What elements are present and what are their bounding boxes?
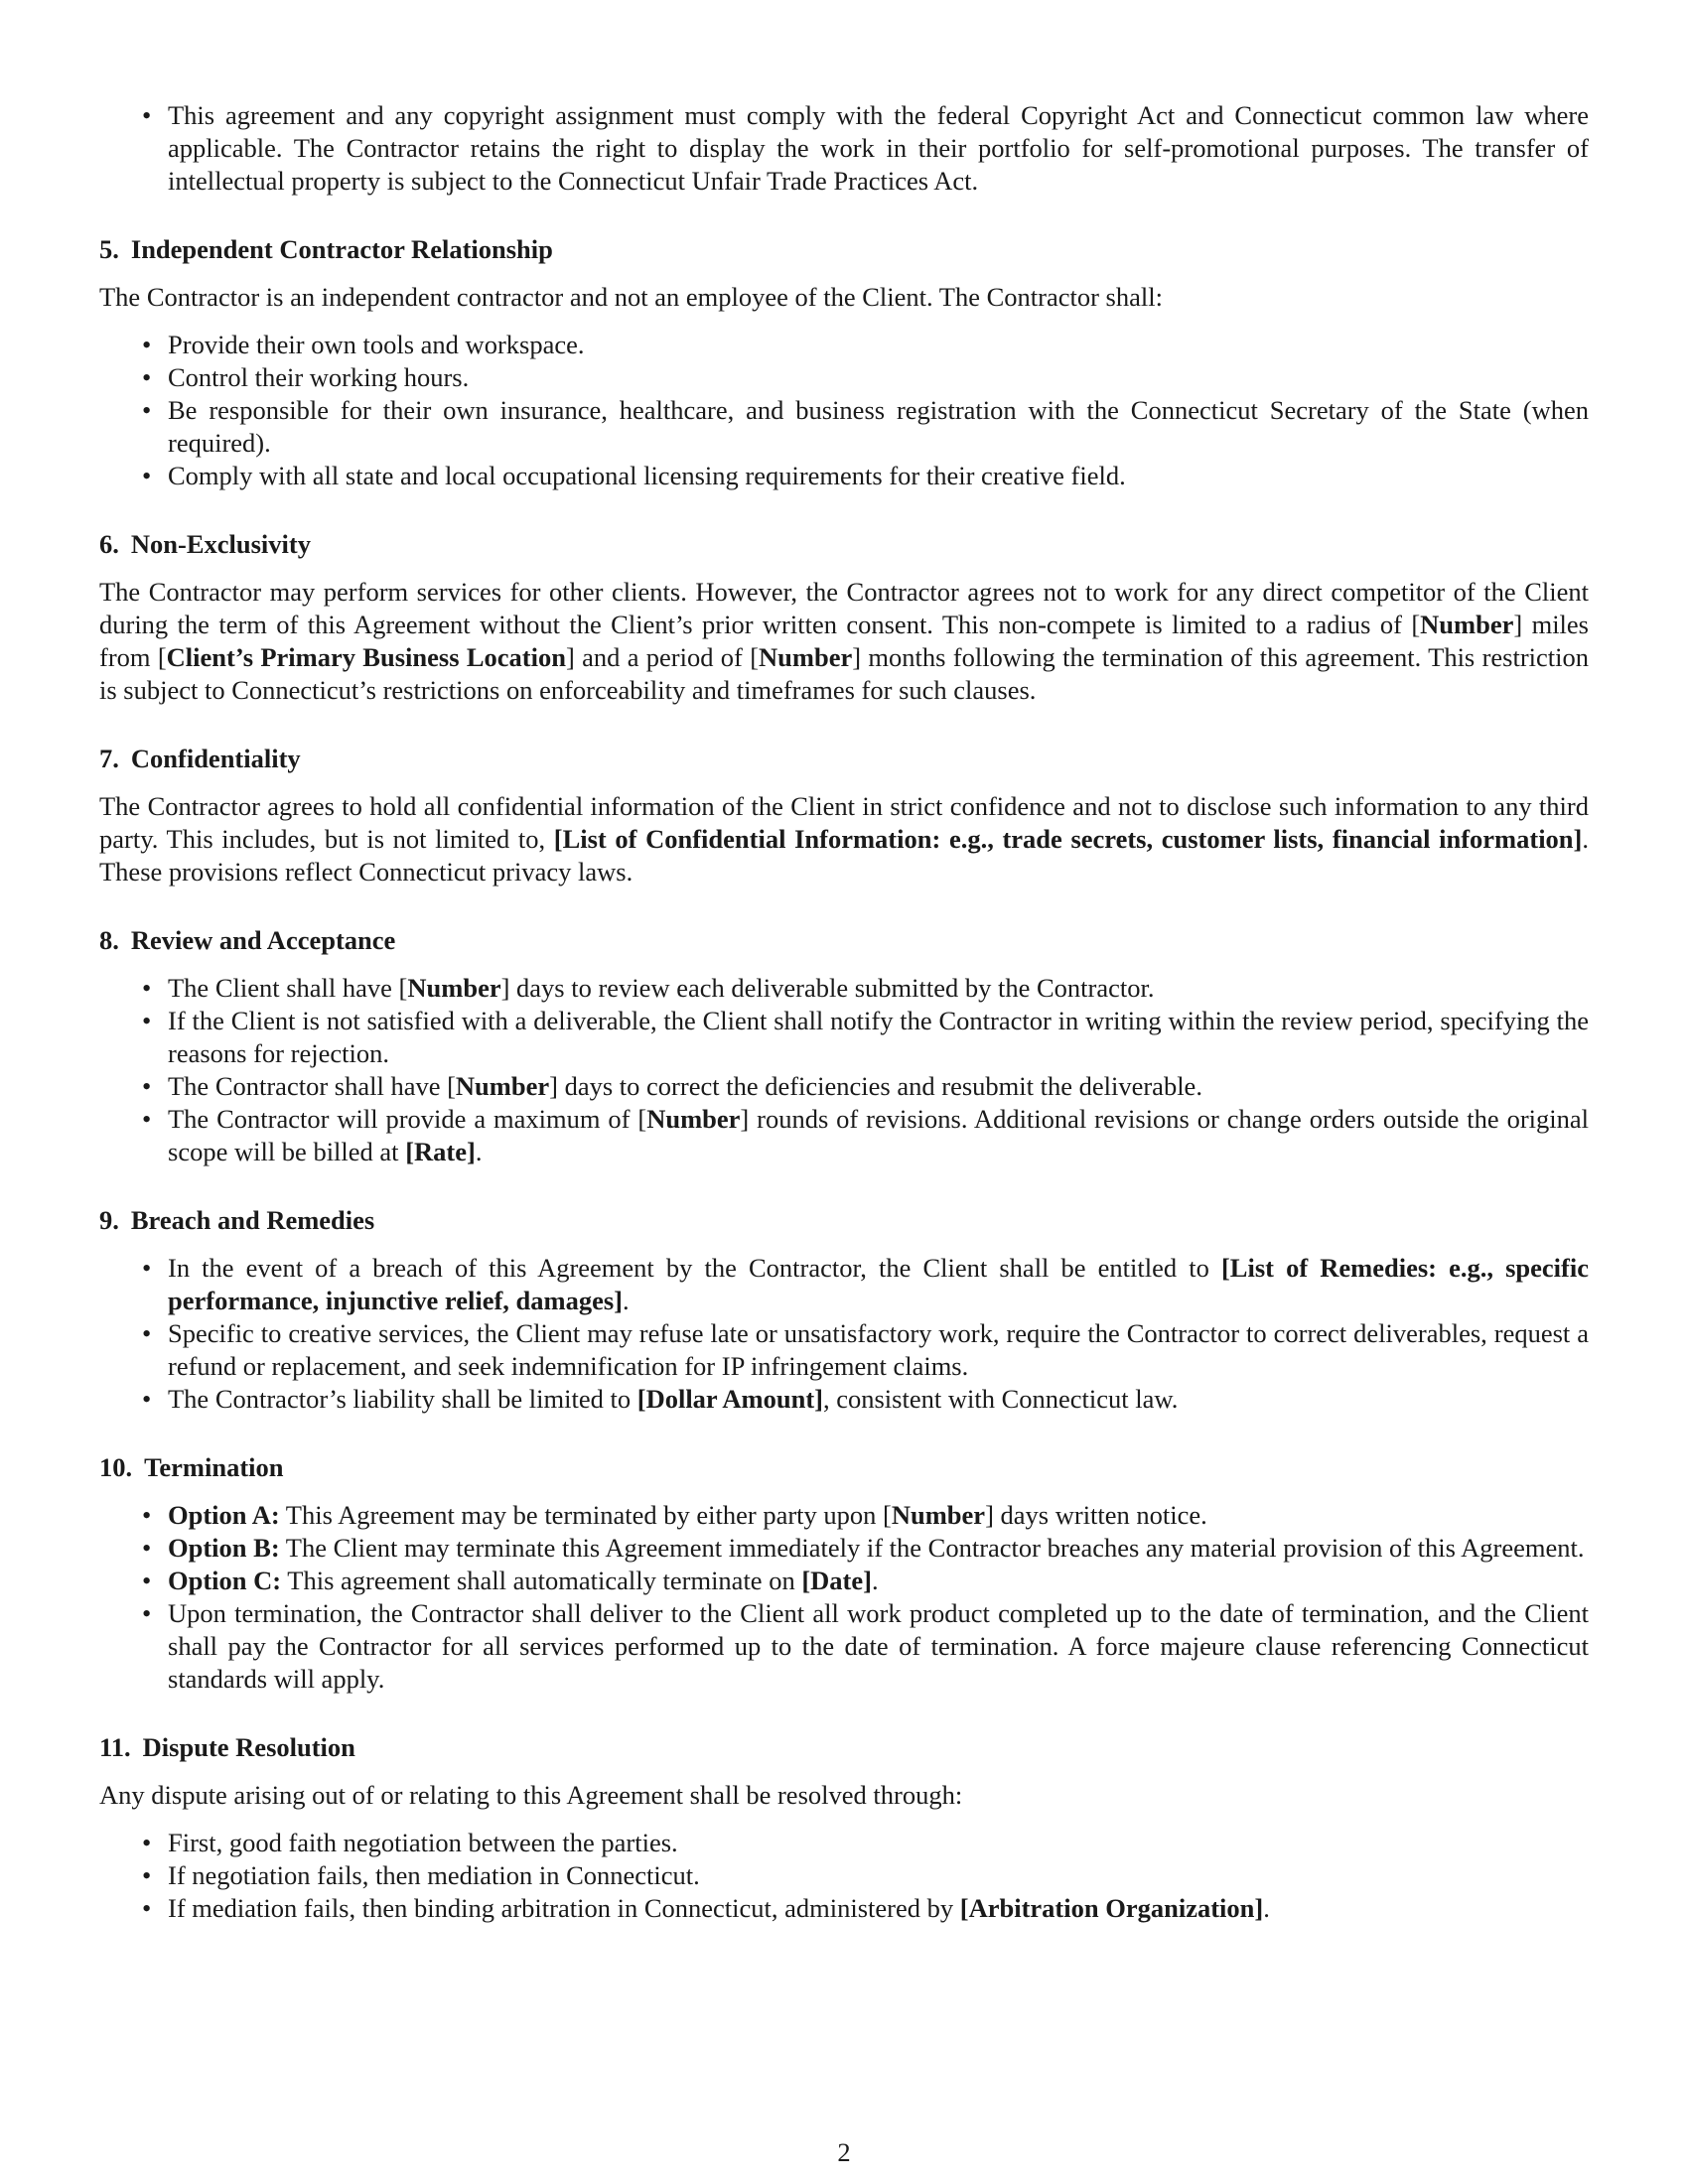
- text-run: This agreement shall automatically terminate on: [281, 1566, 802, 1595]
- section-title: Non-Exclusivity: [130, 529, 311, 559]
- list-item: [99, 1532, 1589, 1565]
- section-number: 11.: [99, 1732, 131, 1762]
- list-item: [99, 329, 1589, 361]
- text-run: If mediation fails, then binding arbitration in Connecticut, administered by: [168, 1893, 960, 1923]
- section-paragraph: [99, 576, 1589, 707]
- list-item: [99, 1892, 1589, 1925]
- bold-text: Number: [759, 642, 853, 672]
- section-number: 10.: [99, 1452, 133, 1482]
- list-item: [99, 1499, 1589, 1532]
- bullet-list: [99, 1827, 1589, 1925]
- list-item: [99, 1383, 1589, 1416]
- section-number: 8.: [99, 925, 119, 955]
- list-item: [99, 1597, 1589, 1696]
- section-number: 6.: [99, 529, 119, 559]
- list-item: [99, 1565, 1589, 1597]
- text-run: This Agreement may be terminated by either party upon [: [279, 1500, 892, 1530]
- section-title: Review and Acceptance: [130, 925, 396, 955]
- section-7: [99, 743, 1589, 888]
- text-run: Control their working hours.: [168, 362, 470, 392]
- text-run: Provide their own tools and workspace.: [168, 330, 585, 359]
- section-8: [99, 924, 1589, 1168]
- list-item: [99, 1252, 1589, 1317]
- bold-text: Option C:: [168, 1566, 282, 1595]
- section-heading: [99, 743, 1589, 775]
- list-item: [99, 1070, 1589, 1103]
- list-item: [99, 394, 1589, 460]
- section-title: Confidentiality: [130, 744, 301, 773]
- list-item: [99, 1827, 1589, 1859]
- text-run: .: [871, 1566, 879, 1595]
- text-run: The Contractor agrees to hold all confidential information of the Client in strict confidence and not to disclose such information to any third party. This includes, but is not limited to,: [99, 791, 1589, 854]
- bold-text: [Dollar Amount]: [636, 1384, 823, 1414]
- text-run: Be responsible for their own insurance, healthcare, and business registration with the Connecticut Secretary of the State (when required).: [168, 395, 1589, 458]
- text-run: The Client shall have [: [168, 973, 408, 1003]
- sections-container: [99, 233, 1589, 1925]
- text-run: ] days to correct the deficiencies and resubmit the deliverable.: [549, 1071, 1202, 1101]
- text-run: ] days written notice.: [985, 1500, 1207, 1530]
- bold-text: Number: [407, 973, 501, 1003]
- text-run: The Contractor is an independent contractor and not an employee of the Client. The Contractor shall:: [99, 282, 1163, 312]
- section-title: Dispute Resolution: [142, 1732, 355, 1762]
- text-run: The Contractor shall have [: [168, 1071, 456, 1101]
- text-run: ] months following the termination of this agreement. This restriction is subject to Connecticut’s restrictions on enforceability and timeframes for such clauses.: [99, 642, 1590, 705]
- section-title: Independent Contractor Relationship: [130, 234, 553, 264]
- page-number: 2: [837, 2137, 851, 2167]
- section-11: [99, 1731, 1589, 1925]
- page-content: [99, 99, 1589, 1925]
- text-run: Comply with all state and local occupational licensing requirements for their creative field.: [168, 461, 1126, 490]
- text-run: .: [1263, 1893, 1270, 1923]
- text-run: ] miles from [: [99, 610, 1589, 672]
- section-heading: [99, 924, 1589, 957]
- text-run: First, good faith negotiation between the parties.: [168, 1828, 678, 1857]
- list-item: [99, 1859, 1589, 1892]
- bullet-list: [99, 1252, 1589, 1416]
- text-run: ] rounds of revisions. Additional revisions or change orders outside the original scope will be billed at: [168, 1104, 1590, 1166]
- text-run: If negotiation fails, then mediation in Connecticut.: [168, 1860, 700, 1890]
- list-item: [99, 1317, 1589, 1383]
- section-number: 9.: [99, 1205, 119, 1235]
- bold-text: [List of Remedies: e.g., specific performance, injunctive relief, damages]: [168, 1253, 1589, 1315]
- text-run: . These provisions reflect Connecticut privacy laws.: [99, 824, 1589, 887]
- section-paragraph: [99, 281, 1589, 314]
- list-item: [99, 361, 1589, 394]
- text-run: The Contractor may perform services for other clients. However, the Contractor agrees not to work for any direct competitor of the Client during the term of this Agreement without the Client’s prior written consent. This non-compete is limited to a radius of [: [99, 577, 1589, 639]
- bold-text: [Date]: [801, 1566, 872, 1595]
- intro-bullet-list: [99, 99, 1589, 198]
- section-paragraph: [99, 1779, 1589, 1812]
- section-paragraph: [99, 790, 1589, 888]
- text-run: In the event of a breach of this Agreement by the Contractor, the Client shall be entitled to: [168, 1253, 1221, 1283]
- text-run: .: [623, 1286, 630, 1315]
- text-run: Any dispute arising out of or relating to this Agreement shall be resolved through:: [99, 1780, 963, 1810]
- list-item: [99, 1005, 1589, 1070]
- text-run: .: [475, 1137, 483, 1166]
- section-heading: [99, 528, 1589, 561]
- text-run: , consistent with Connecticut law.: [822, 1384, 1179, 1414]
- list-item: [99, 460, 1589, 492]
- bold-text: [List of Confidential Information: e.g., trade secrets, customer lists, financial information]: [553, 824, 1583, 854]
- section-number: 5.: [99, 234, 119, 264]
- section-9: [99, 1204, 1589, 1416]
- bold-text: [Arbitration Organization]: [959, 1893, 1264, 1923]
- bullet-list: [99, 972, 1589, 1168]
- section-6: [99, 528, 1589, 707]
- section-heading: [99, 233, 1589, 266]
- bold-text: Client’s Primary Business Location: [166, 642, 566, 672]
- text-run: The Contractor will provide a maximum of [: [168, 1104, 647, 1134]
- list-item: [99, 972, 1589, 1005]
- text-run: Upon termination, the Contractor shall deliver to the Client all work product completed up to the date of termination, and the Client shall pay the Contractor for all services performed up to the date of termination. A force majeure clause referencing Connecticut standards will apply.: [168, 1598, 1589, 1694]
- section-heading: [99, 1731, 1589, 1764]
- text-run: The Contractor’s liability shall be limited to: [168, 1384, 637, 1414]
- bold-text: Number: [1420, 610, 1514, 639]
- text-run: The Client may terminate this Agreement immediately if the Contractor breaches any material provision of this Agreement.: [279, 1533, 1585, 1563]
- bold-text: Number: [646, 1104, 741, 1134]
- bullet-list: [99, 329, 1589, 492]
- text-run: If the Client is not satisfied with a deliverable, the Client shall notify the Contractor in writing within the review period, specifying the reasons for rejection.: [168, 1006, 1589, 1068]
- section-number: 7.: [99, 744, 119, 773]
- bold-text: [Rate]: [405, 1137, 476, 1166]
- bold-text: Option A:: [168, 1500, 280, 1530]
- section-5: [99, 233, 1589, 492]
- bold-text: Option B:: [168, 1533, 280, 1563]
- text-run: ] and a period of [: [565, 642, 760, 672]
- bold-text: Number: [455, 1071, 550, 1101]
- list-item: [99, 99, 1589, 198]
- section-10: [99, 1451, 1589, 1696]
- text-run: This agreement and any copyright assignment must comply with the federal Copyright Act and Connecticut common law where applicable. The Contractor retains the right to display the work in their portfolio for self-promotional purposes. The transfer of intellectual property is subject to the Connecticut Unfair Trade Practices Act.: [168, 100, 1589, 196]
- list-item: [99, 1103, 1589, 1168]
- bullet-list: [99, 1499, 1589, 1696]
- section-title: Breach and Remedies: [130, 1205, 375, 1235]
- section-heading: [99, 1204, 1589, 1237]
- bold-text: Number: [891, 1500, 986, 1530]
- text-run: Specific to creative services, the Client may refuse late or unsatisfactory work, require the Contractor to correct deliverables, request a refund or replacement, and seek indemnification for IP infringement claims.: [168, 1318, 1589, 1381]
- text-run: ] days to review each deliverable submitted by the Contractor.: [500, 973, 1155, 1003]
- section-heading: [99, 1451, 1589, 1484]
- section-title: Termination: [144, 1452, 284, 1482]
